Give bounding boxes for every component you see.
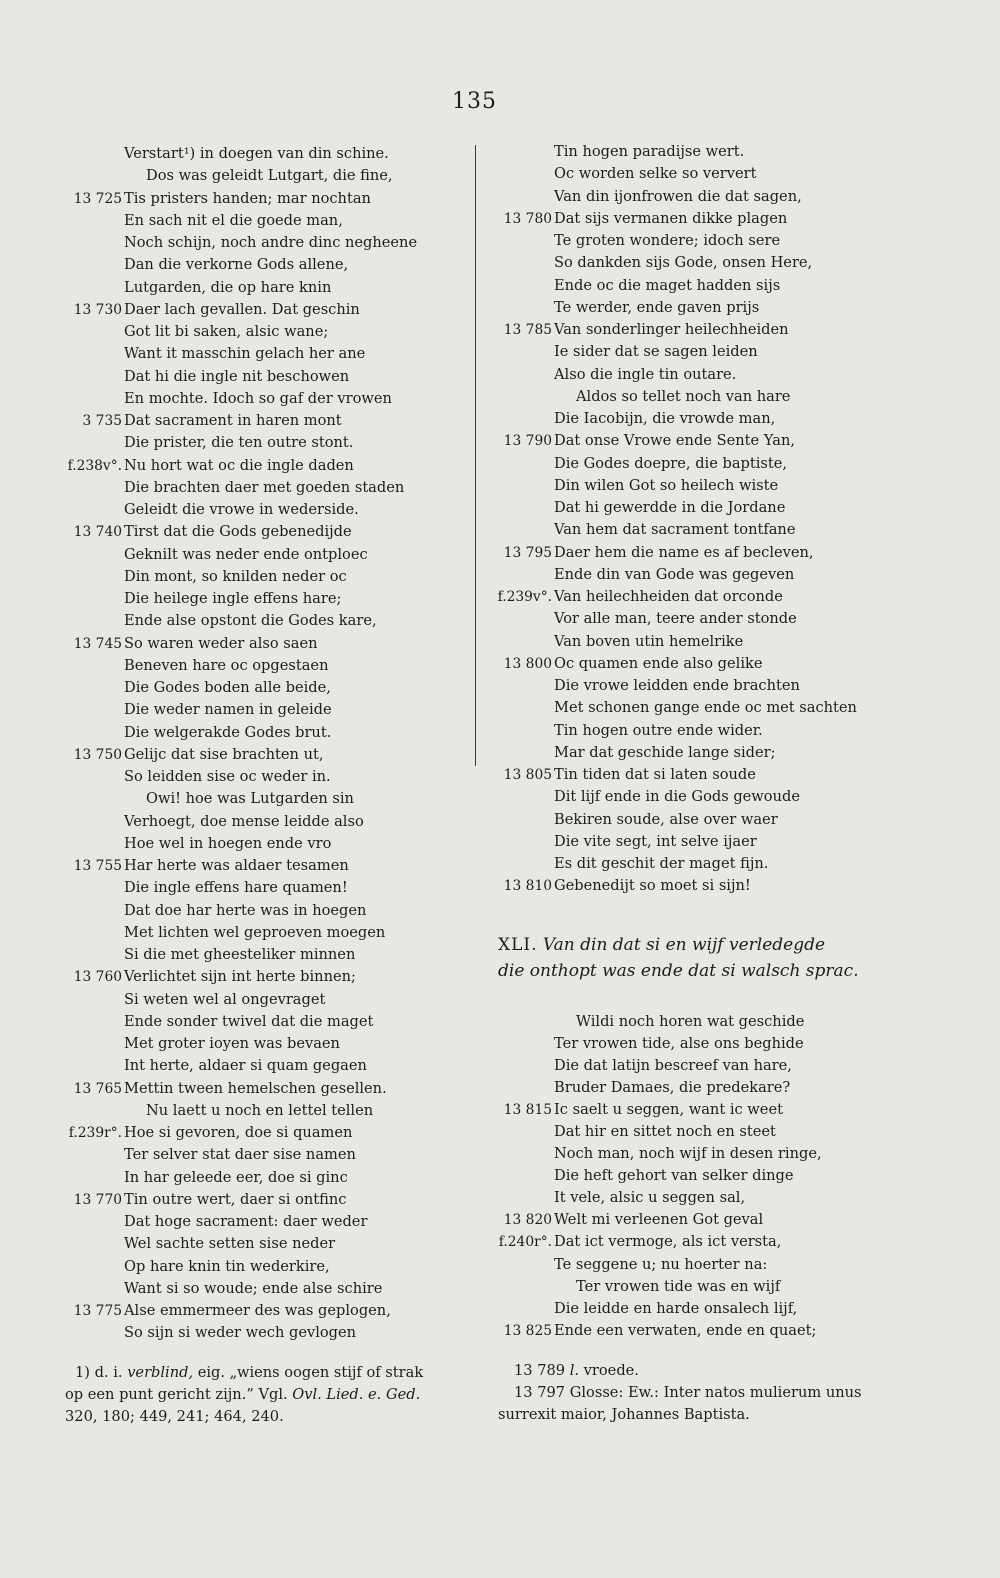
verse-text: So leidden sise oc weder in.	[124, 768, 331, 785]
verse-text: Te groten wondere; idoch sere	[554, 232, 781, 249]
verse-line	[60, 833, 470, 855]
verse-line	[490, 408, 870, 430]
verse-text: Har herte was aldaer tesamen	[124, 857, 349, 874]
verse-line	[60, 989, 470, 1011]
footnote-text: eig. „wiens oogen stijf of strak	[197, 1364, 424, 1381]
verse-text: En mochte. Idoch so gaf der vrowen	[124, 389, 392, 407]
verse-text: Te werder, ende gaven prijs	[554, 298, 760, 316]
verse-text: Dat onse Vrowe ende Sente Yan,	[554, 432, 795, 450]
verse-line	[490, 252, 870, 274]
line-number: 13 790	[503, 433, 552, 450]
verse-line	[490, 697, 870, 719]
textual-notes	[498, 1360, 878, 1426]
page-number: 135	[452, 89, 497, 114]
verse-line	[490, 319, 870, 341]
verse-text: Dat hir en sittet noch en steet	[554, 1123, 776, 1141]
verse-line	[490, 1231, 870, 1253]
verse-line	[60, 610, 470, 632]
footnote-marker: 1) d. i.	[75, 1364, 123, 1381]
verse-line	[60, 855, 470, 877]
verse-line	[490, 1033, 870, 1055]
verse-text: Tin tiden dat si laten soude	[554, 766, 756, 783]
verse-line	[60, 722, 470, 744]
verse-line	[490, 341, 870, 363]
verse-text: Die heft gehort van selker dinge	[554, 1167, 794, 1185]
verse-line	[490, 542, 870, 564]
verse-line	[490, 297, 870, 319]
verse-text: Van sonderlinger heilechheiden	[554, 321, 789, 338]
verse-line	[490, 1187, 870, 1209]
right-verse-column	[490, 141, 870, 898]
verse-line	[60, 1144, 470, 1166]
verse-line	[490, 1143, 870, 1165]
verse-text: Welt mi verleenen Got geval	[554, 1211, 764, 1229]
verse-line	[490, 141, 870, 163]
line-number: 13 795	[503, 544, 552, 561]
line-number: f.239v°.	[497, 589, 552, 605]
verse-text: Din wilen Got so heilech wiste	[554, 476, 779, 494]
verse-text: Ende alse opstont die Godes kare,	[124, 612, 377, 630]
footnote-reference: Ovl. Lied. e. Ged.	[292, 1386, 421, 1403]
note-1-italic: l.	[569, 1362, 580, 1379]
note-1-number: 13 789	[514, 1362, 566, 1379]
verse-line	[490, 1077, 870, 1099]
verse-text: Die ingle effens hare quamen!	[124, 879, 348, 897]
verse-text: Ende oc die maget hadden sijs	[554, 276, 781, 294]
line-number: 3 735	[82, 413, 122, 429]
line-number: f.240r°.	[498, 1234, 552, 1251]
verse-line	[60, 922, 470, 944]
chapter-heading	[498, 932, 878, 984]
verse-line	[60, 1055, 470, 1077]
line-number: 13 725	[73, 190, 122, 207]
right-verse-column-2	[490, 1011, 870, 1342]
verse-line	[60, 1233, 470, 1255]
verse-text: Alse emmermeer des was geplogen,	[124, 1302, 391, 1319]
verse-text: Int herte, aldaer si quam gegaen	[124, 1057, 367, 1075]
line-number: 13 820	[503, 1212, 552, 1229]
verse-text: Want it masschin gelach her ane	[124, 345, 366, 363]
line-number: f.239r°.	[68, 1125, 122, 1141]
verse-line	[490, 1099, 870, 1121]
verse-text: Dos was geleidt Lutgart, die fine,	[146, 167, 393, 185]
verse-line	[60, 900, 470, 922]
verse-line	[60, 766, 470, 788]
verse-text: Owi! hoe was Lutgarden sin	[146, 790, 354, 808]
verse-line	[490, 386, 870, 408]
verse-line	[60, 388, 470, 410]
line-number: 13 815	[503, 1102, 552, 1119]
verse-line	[490, 1209, 870, 1231]
verse-line	[490, 1121, 870, 1143]
verse-text: So waren weder also saen	[124, 634, 318, 652]
verse-line	[60, 299, 470, 321]
verse-line	[60, 321, 470, 343]
verse-line	[490, 1055, 870, 1077]
verse-line	[490, 163, 870, 185]
verse-line	[60, 254, 470, 276]
verse-text: So dankden sijs Gode, onsen Here,	[554, 254, 813, 272]
verse-line	[490, 208, 870, 230]
footnote-text-3: 320, 180; 449, 241; 464, 240.	[65, 1408, 284, 1425]
verse-line	[490, 1276, 870, 1298]
verse-text: Aldos so tellet noch van hare	[576, 387, 791, 405]
verse-line	[60, 366, 470, 388]
verse-text: Mettin tween hemelschen gesellen.	[124, 1079, 387, 1097]
verse-line	[490, 764, 870, 786]
verse-text: Nu hort wat oc die ingle daden	[124, 456, 354, 474]
verse-text: Beneven hare oc opgestaen	[124, 656, 329, 674]
line-number: 13 760	[73, 969, 122, 986]
verse-line	[60, 877, 470, 899]
verse-line	[60, 432, 470, 454]
verse-line	[490, 497, 870, 519]
verse-line	[490, 831, 870, 853]
verse-text: Noch schijn, noch andre dinc negheene	[124, 234, 418, 251]
verse-text: Oc quamen ende also gelike	[554, 654, 763, 672]
verse-text: Mar dat geschide lange sider;	[554, 743, 776, 761]
verse-text: Dat hi die ingle nit beschowen	[124, 367, 350, 385]
verse-text: Also die ingle tin outare.	[554, 365, 737, 383]
verse-line	[60, 1278, 470, 1300]
verse-text: Ter vrowen tide, alse ons beghide	[554, 1035, 804, 1053]
verse-text: Wel sachte setten sise neder	[124, 1235, 336, 1253]
verse-text: Ende een verwaten, ende en quaet;	[554, 1321, 817, 1339]
verse-line	[60, 232, 470, 254]
verse-text: Van boven utin hemelrike	[554, 632, 744, 650]
verse-text: Dat hoge sacrament: daer weder	[124, 1213, 368, 1230]
verse-line	[60, 1122, 470, 1144]
verse-text: Ende din van Gode was gegeven	[554, 565, 795, 583]
verse-text: Dat ict vermoge, als ict versta,	[554, 1233, 782, 1251]
verse-line	[60, 521, 470, 543]
line-number: 13 755	[73, 858, 122, 874]
verse-line	[490, 1254, 870, 1276]
verse-line	[490, 1298, 870, 1320]
verse-text: Te seggene u; nu hoerter na:	[554, 1255, 768, 1273]
verse-text: Tin outre wert, daer si ontfinc	[124, 1190, 347, 1208]
verse-line	[60, 744, 470, 766]
left-verse-column	[60, 143, 470, 1345]
verse-text: Got lit bi saken, alsic wane;	[124, 323, 329, 340]
note-2-continuation: surrexit maior, Johannes Baptista.	[498, 1406, 750, 1423]
verse-line	[490, 608, 870, 630]
line-number: 13 745	[73, 635, 122, 652]
verse-line	[60, 455, 470, 477]
line-number: 13 740	[73, 524, 122, 541]
verse-text: Daer hem die name es af becleven,	[554, 543, 814, 561]
verse-line	[60, 188, 470, 210]
verse-text: Daer lach gevallen. Dat geschin	[124, 300, 360, 318]
line-number: 13 785	[503, 322, 552, 338]
verse-line	[490, 186, 870, 208]
verse-line	[60, 477, 470, 499]
verse-line	[60, 811, 470, 833]
verse-text: Tin hogen paradijse wert.	[554, 143, 745, 160]
verse-text: Geknilt was neder ende ontploec	[124, 545, 368, 563]
verse-text: Wildi noch horen wat geschide	[576, 1013, 805, 1030]
verse-line	[60, 1167, 470, 1189]
verse-text: En sach nit el die goede man,	[124, 211, 343, 229]
verse-text: Dat sijs vermanen dikke plagen	[554, 209, 788, 227]
verse-line	[490, 230, 870, 252]
note-2-number: 13 797	[514, 1384, 566, 1401]
line-number: f.238v°.	[67, 457, 122, 474]
line-number: 13 810	[503, 878, 552, 895]
verse-line	[490, 675, 870, 697]
verse-text: Die dat latijn bescreef van hare,	[554, 1057, 792, 1075]
line-number: 13 765	[73, 1080, 122, 1097]
verse-text: Si die met gheesteliker minnen	[124, 946, 356, 963]
verse-text: Die Godes boden alle beide,	[124, 679, 331, 696]
chapter-number: XLI.	[498, 935, 538, 955]
verse-text: Es dit geschit der maget fijn.	[554, 855, 769, 872]
verse-text: Vor alle man, teere ander stonde	[554, 610, 797, 628]
verse-line	[60, 499, 470, 521]
verse-line	[490, 742, 870, 764]
verse-text: Die heilege ingle effens hare;	[124, 590, 342, 607]
verse-text: In har geleede eer, doe si ginc	[124, 1168, 348, 1186]
verse-text: Met groter ioyen was bevaen	[124, 1035, 340, 1052]
verse-line	[60, 1078, 470, 1100]
verse-text: Met lichten wel geproeven moegen	[124, 923, 386, 941]
verse-line	[60, 165, 470, 187]
line-number: 13 775	[73, 1303, 122, 1319]
line-number: 13 825	[503, 1322, 552, 1339]
verse-line	[490, 1320, 870, 1342]
verse-line	[60, 544, 470, 566]
verse-text: Dan die verkorne Gods allene,	[124, 256, 349, 274]
verse-text: Gebenedijt so moet si sijn!	[554, 877, 751, 895]
verse-line	[490, 720, 870, 742]
verse-text: Op hare knin tin wederkire,	[124, 1257, 330, 1275]
verse-line	[60, 944, 470, 966]
verse-text: Die vrowe leidden ende brachten	[554, 677, 800, 694]
line-number: 13 805	[503, 767, 552, 783]
verse-text: Ie sider dat se sagen leiden	[554, 343, 758, 361]
verse-line	[490, 1165, 870, 1187]
verse-text: Lutgarden, die op hare knin	[124, 278, 332, 296]
verse-text: Die Godes doepre, die baptiste,	[554, 454, 788, 472]
verse-text: Van heilechheiden dat orconde	[554, 588, 783, 605]
verse-text: Verhoegt, doe mense leidde also	[124, 812, 364, 830]
verse-text: Hoe si gevoren, doe si quamen	[124, 1124, 353, 1141]
verse-line	[490, 430, 870, 452]
verse-line	[490, 453, 870, 475]
verse-line	[60, 1189, 470, 1211]
verse-text: Verstart¹) in doegen van din schine.	[124, 145, 389, 162]
line-number: 13 780	[503, 210, 552, 227]
verse-text: Si weten wel al ongevraget	[124, 990, 326, 1008]
verse-text: Hoe wel in hoegen ende vro	[124, 834, 332, 852]
verse-text: It vele, alsic u seggen sal,	[554, 1189, 746, 1207]
verse-text: Bekiren soude, alse over waer	[554, 810, 778, 828]
verse-text: Van din ijonfrowen die dat sagen,	[554, 187, 802, 205]
verse-line	[490, 364, 870, 386]
verse-line	[60, 699, 470, 721]
verse-text: Tirst dat die Gods gebenedijde	[124, 523, 352, 541]
verse-text: Die welgerakde Godes brut.	[124, 723, 332, 741]
verse-text: Din mont, so knilden neder oc	[124, 567, 347, 585]
verse-line	[60, 1211, 470, 1233]
verse-line	[490, 786, 870, 808]
verse-text: Dat hi gewerdde in die Jordane	[554, 499, 786, 516]
verse-line	[60, 1322, 470, 1344]
verse-text: Noch man, noch wijf in desen ringe,	[554, 1145, 822, 1163]
verse-line	[60, 788, 470, 810]
verse-line	[490, 809, 870, 831]
verse-text: Geleidt die vrowe in wederside.	[124, 501, 359, 518]
verse-line	[60, 588, 470, 610]
verse-line	[490, 275, 870, 297]
verse-line	[60, 566, 470, 588]
verse-line	[490, 475, 870, 497]
verse-text: Die prister, die ten outre stont.	[124, 434, 354, 452]
verse-line	[490, 564, 870, 586]
footnote-text-2: op een punt gericht zijn.” Vgl.	[65, 1386, 288, 1403]
verse-text: Oc worden selke so ververt	[554, 165, 757, 183]
verse-text: Met schonen gange ende oc met sachten	[554, 699, 857, 717]
note-2-text: Glosse: Ew.: Inter natos mulierum unus	[569, 1384, 862, 1401]
verse-text: Ende sonder twivel dat die maget	[124, 1012, 374, 1030]
verse-text: Dat doe har herte was in hoegen	[124, 901, 367, 919]
verse-line	[490, 631, 870, 653]
verse-line	[490, 1011, 870, 1033]
verse-text: Want si so woude; ende alse schire	[124, 1279, 383, 1297]
verse-line	[60, 277, 470, 299]
verse-text: Die weder namen in geleide	[124, 701, 332, 719]
verse-text: Die Iacobijn, die vrowde man,	[554, 410, 776, 427]
verse-line	[490, 653, 870, 675]
verse-text: Gelijc dat sise brachten ut,	[124, 745, 324, 763]
chapter-title-line-1: Van din dat si en wijf verledegde	[542, 935, 826, 955]
verse-line	[60, 210, 470, 232]
verse-line	[60, 966, 470, 988]
verse-line	[60, 410, 470, 432]
line-number: 13 750	[73, 746, 122, 763]
verse-line	[60, 1300, 470, 1322]
verse-text: Die leidde en harde onsalech lijf,	[554, 1299, 798, 1317]
line-number: 13 770	[73, 1191, 122, 1208]
verse-text: Ter vrowen tide was en wijf	[576, 1277, 781, 1295]
verse-text: Die brachten daer met goeden staden	[124, 478, 405, 496]
column-divider	[475, 145, 476, 766]
verse-text: Tin hogen outre ende wider.	[554, 721, 763, 739]
verse-text: Dat sacrament in haren mont	[124, 412, 342, 429]
verse-line	[490, 586, 870, 608]
line-number: 13 730	[73, 301, 122, 318]
note-1-text: vroede.	[583, 1362, 639, 1379]
verse-line	[60, 1033, 470, 1055]
verse-line	[60, 633, 470, 655]
verse-text: Ter selver stat daer sise namen	[124, 1146, 356, 1164]
verse-line	[60, 343, 470, 365]
verse-line	[60, 677, 470, 699]
verse-line	[60, 1100, 470, 1122]
verse-text: Die vite segt, int selve ijaer	[554, 832, 757, 850]
line-number: 13 800	[503, 655, 552, 672]
chapter-title-line-2: die onthopt was ende dat si walsch sprac.	[498, 961, 859, 981]
verse-text: Ic saelt u seggen, want ic weet	[554, 1101, 783, 1119]
footnote-italic-term: verblind,	[127, 1364, 194, 1381]
verse-text: Van hem dat sacrament tontfane	[554, 521, 796, 539]
verse-text: Tis pristers handen; mar nochtan	[124, 189, 371, 207]
verse-line	[490, 519, 870, 541]
verse-text: Verlichtet sijn int herte binnen;	[124, 968, 356, 986]
verse-text: Bruder Damaes, die predekare?	[554, 1079, 791, 1097]
verse-text: Dit lijf ende in die Gods gewoude	[554, 788, 800, 806]
verse-line	[60, 1011, 470, 1033]
verse-line	[490, 853, 870, 875]
verse-line	[490, 875, 870, 897]
verse-line	[60, 655, 470, 677]
verse-line	[60, 1256, 470, 1278]
verse-text: Nu laett u noch en lettel tellen	[146, 1101, 374, 1119]
verse-line	[60, 143, 470, 165]
footnote	[65, 1362, 470, 1428]
verse-text: So sijn si weder wech gevlogen	[124, 1324, 357, 1342]
